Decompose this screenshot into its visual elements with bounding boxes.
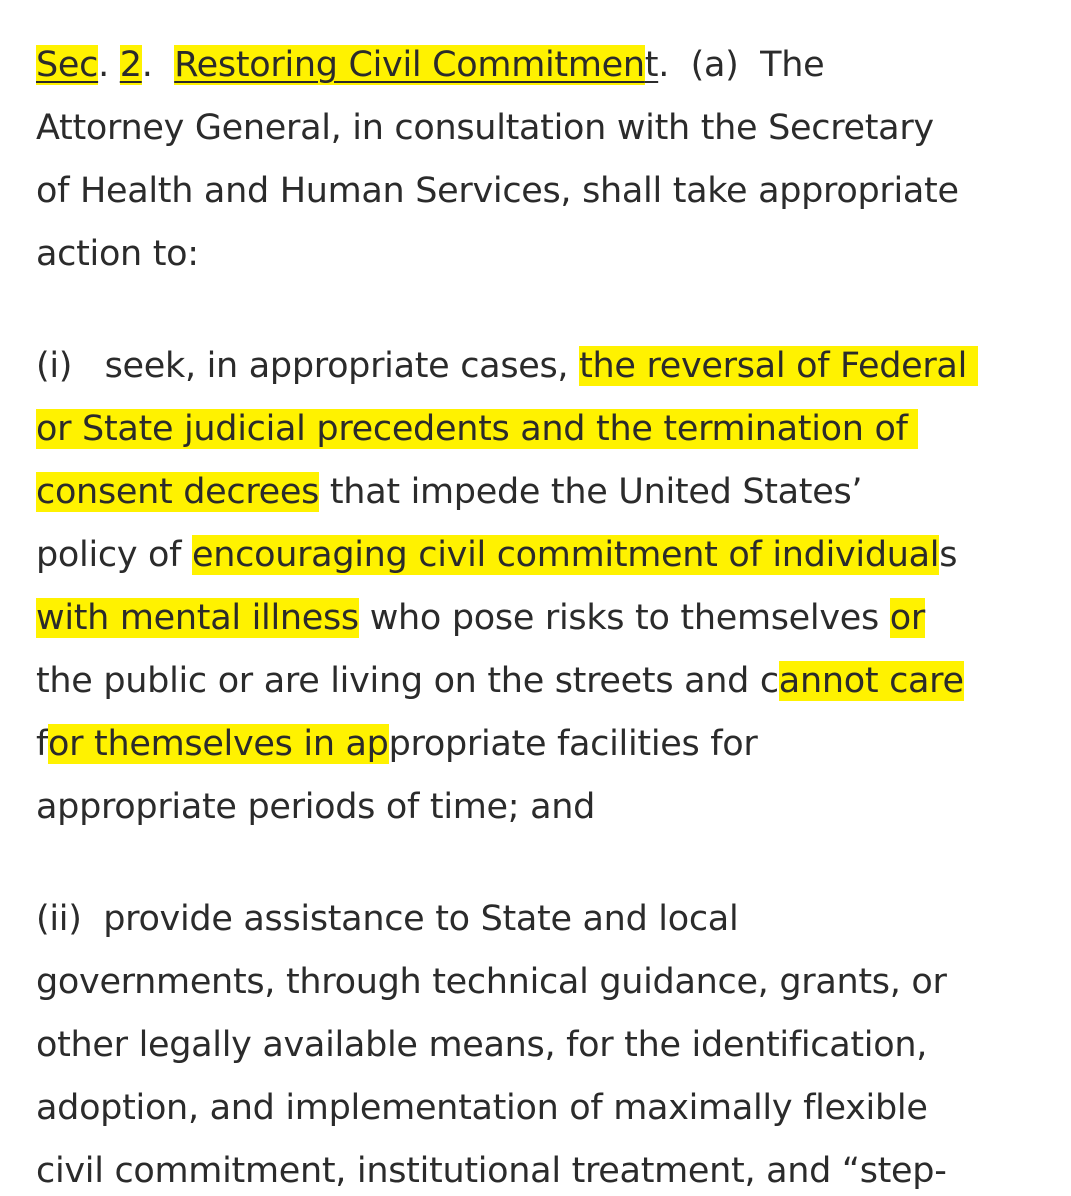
section-title-tail: t [644, 45, 659, 85]
clause-i-line [36, 593, 925, 643]
highlighted-text: the reversal of Federal [579, 346, 978, 386]
clause-i-line [36, 341, 978, 391]
clause-i-text: the public or are living on the streets and c [36, 661, 779, 701]
intro-line: Attorney General, in consultation with the Secretary [36, 108, 934, 148]
clause-i-text: that impede the United States’ [319, 472, 863, 512]
clause-i-text: who pose risks to themselves [358, 598, 890, 638]
clause-i-text: (i) seek, in appropriate cases, [36, 346, 580, 386]
clause-i-text: f [36, 724, 49, 764]
clause-i-text: policy of [36, 535, 193, 575]
intro-line: action to: [36, 234, 199, 274]
clause-i-line [36, 467, 862, 517]
section-title: Restoring Civil Commitmen [174, 45, 645, 85]
intro-line: of Health and Human Services, shall take appropriate [36, 171, 959, 211]
clause-i-text: propriate facilities for [388, 724, 758, 764]
clause-ii-line: adoption, and implementation of maximally flexible [36, 1088, 928, 1128]
highlighted-text: encouraging civil commitment of individual [192, 535, 940, 575]
clause-i-text: s [939, 535, 958, 575]
clause-i-line [36, 719, 757, 769]
sec-dot: . [98, 45, 120, 85]
clause-ii-line: other legally available means, for the identification, [36, 1025, 928, 1065]
highlighted-text: or themselves in ap [48, 724, 389, 764]
sec-number-dot: . [141, 45, 175, 85]
clause-i-line [36, 530, 957, 580]
clause-ii-line: governments, through technical guidance, grants, or [36, 962, 947, 1002]
sec-label: Sec [36, 45, 99, 85]
clause-i-line [36, 404, 918, 454]
clause-ii-line: civil commitment, institutional treatment, and “step- [36, 1151, 947, 1191]
sec-number: 2 [119, 45, 142, 85]
section-after-title: . (a) The [658, 45, 825, 85]
clause-ii-line: (ii) provide assistance to State and local [36, 899, 739, 939]
highlighted-text: with mental illness [36, 598, 359, 638]
highlighted-text: annot care [778, 661, 964, 701]
clause-i-line: appropriate periods of time; and [36, 787, 596, 827]
clause-i-line [36, 656, 964, 706]
section-heading-line [36, 40, 824, 90]
highlighted-text: consent decrees [36, 472, 320, 512]
highlighted-text: or State judicial precedents and the termination of [36, 409, 919, 449]
highlighted-text: or [889, 598, 925, 638]
